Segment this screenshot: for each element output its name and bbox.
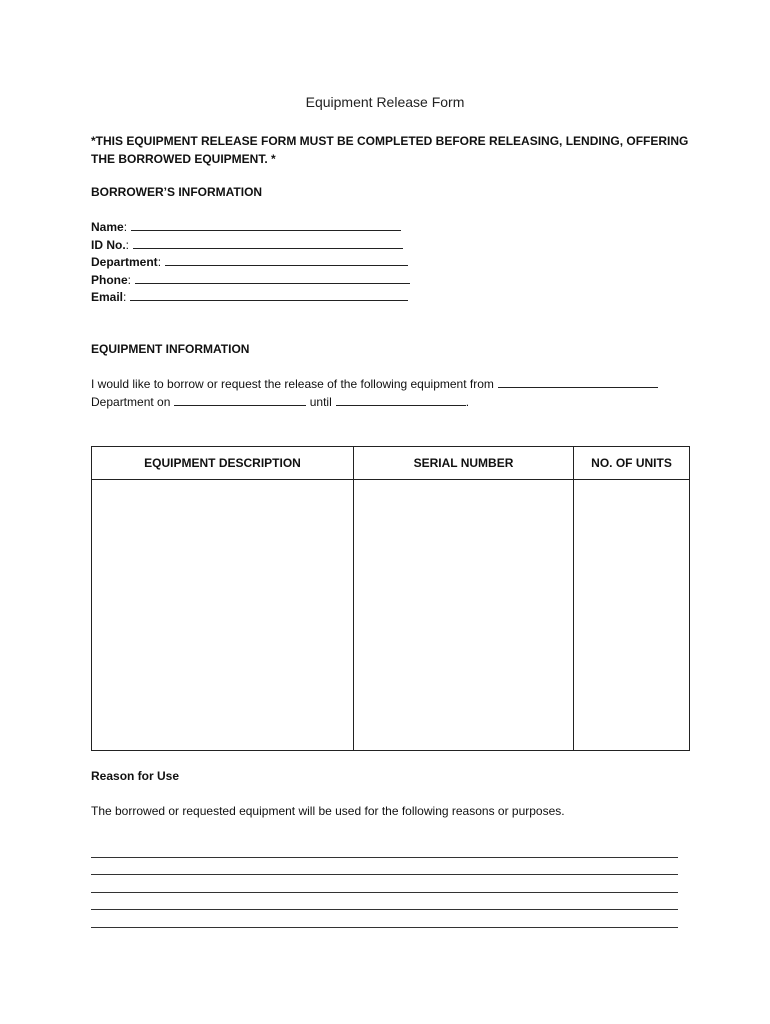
name-label: Name xyxy=(91,220,124,234)
id-field-row xyxy=(91,237,410,255)
number-of-units-header: NO. OF UNITS xyxy=(574,447,690,480)
reason-heading: Reason for Use xyxy=(91,769,180,783)
serial-number-header: SERIAL NUMBER xyxy=(354,447,574,480)
table-row xyxy=(92,480,690,751)
reason-line-5[interactable] xyxy=(91,910,678,928)
lending-department-field[interactable] xyxy=(498,376,658,388)
phone-field-row xyxy=(91,272,410,290)
reason-line-1[interactable] xyxy=(91,840,678,858)
id-label: ID No. xyxy=(91,237,126,252)
form-title: Equipment Release Form xyxy=(305,94,465,110)
department-on-text: Department on xyxy=(91,395,171,409)
department-field[interactable] xyxy=(165,254,408,266)
start-date-field[interactable] xyxy=(174,394,306,406)
reason-lines xyxy=(91,840,678,928)
name-field-row xyxy=(91,219,410,237)
id-colon: : xyxy=(125,237,130,252)
id-field[interactable] xyxy=(133,237,403,249)
department-colon: : xyxy=(157,255,162,269)
completion-notice: *THIS EQUIPMENT RELEASE FORM MUST BE COMPLETED BEFORE RELEASING, LENDING, OFFERING THE BORROWED EQUIPMENT. * xyxy=(91,134,689,166)
department-label: Department xyxy=(91,255,158,269)
email-field-row xyxy=(91,289,410,307)
equipment-info-heading: EQUIPMENT INFORMATION xyxy=(91,342,250,356)
reason-line-4[interactable] xyxy=(91,893,678,911)
email-colon: : xyxy=(123,290,127,304)
end-date-field[interactable] xyxy=(336,394,466,406)
request-text: I would like to borrow or request the release of the following equipment from xyxy=(91,377,494,391)
name-field[interactable] xyxy=(131,219,401,231)
borrower-fields xyxy=(91,219,410,307)
serial-number-cell[interactable] xyxy=(354,480,574,751)
equipment-description-header: EQUIPMENT DESCRIPTION xyxy=(92,447,354,480)
equipment-request-line-1 xyxy=(91,375,658,393)
department-field-row xyxy=(91,254,410,272)
borrower-info-heading: BORROWER’S INFORMATION xyxy=(91,185,263,199)
table-header-row xyxy=(92,447,690,480)
phone-colon: : xyxy=(127,272,132,287)
reason-line-2[interactable] xyxy=(91,858,678,876)
email-field[interactable] xyxy=(130,289,408,301)
phone-field[interactable] xyxy=(135,272,410,284)
number-of-units-cell[interactable] xyxy=(574,480,690,751)
period-text: . xyxy=(465,395,470,409)
name-colon: : xyxy=(123,220,128,234)
equipment-request-line-2 xyxy=(91,393,469,411)
reason-text: The borrowed or requested equipment will be used for the following reasons or purposes. xyxy=(91,804,565,818)
reason-line-3[interactable] xyxy=(91,875,678,893)
equipment-table xyxy=(91,446,690,751)
equipment-description-cell[interactable] xyxy=(92,480,354,751)
phone-label: Phone xyxy=(91,272,128,287)
email-label: Email xyxy=(91,290,124,304)
until-text: until xyxy=(309,395,332,409)
